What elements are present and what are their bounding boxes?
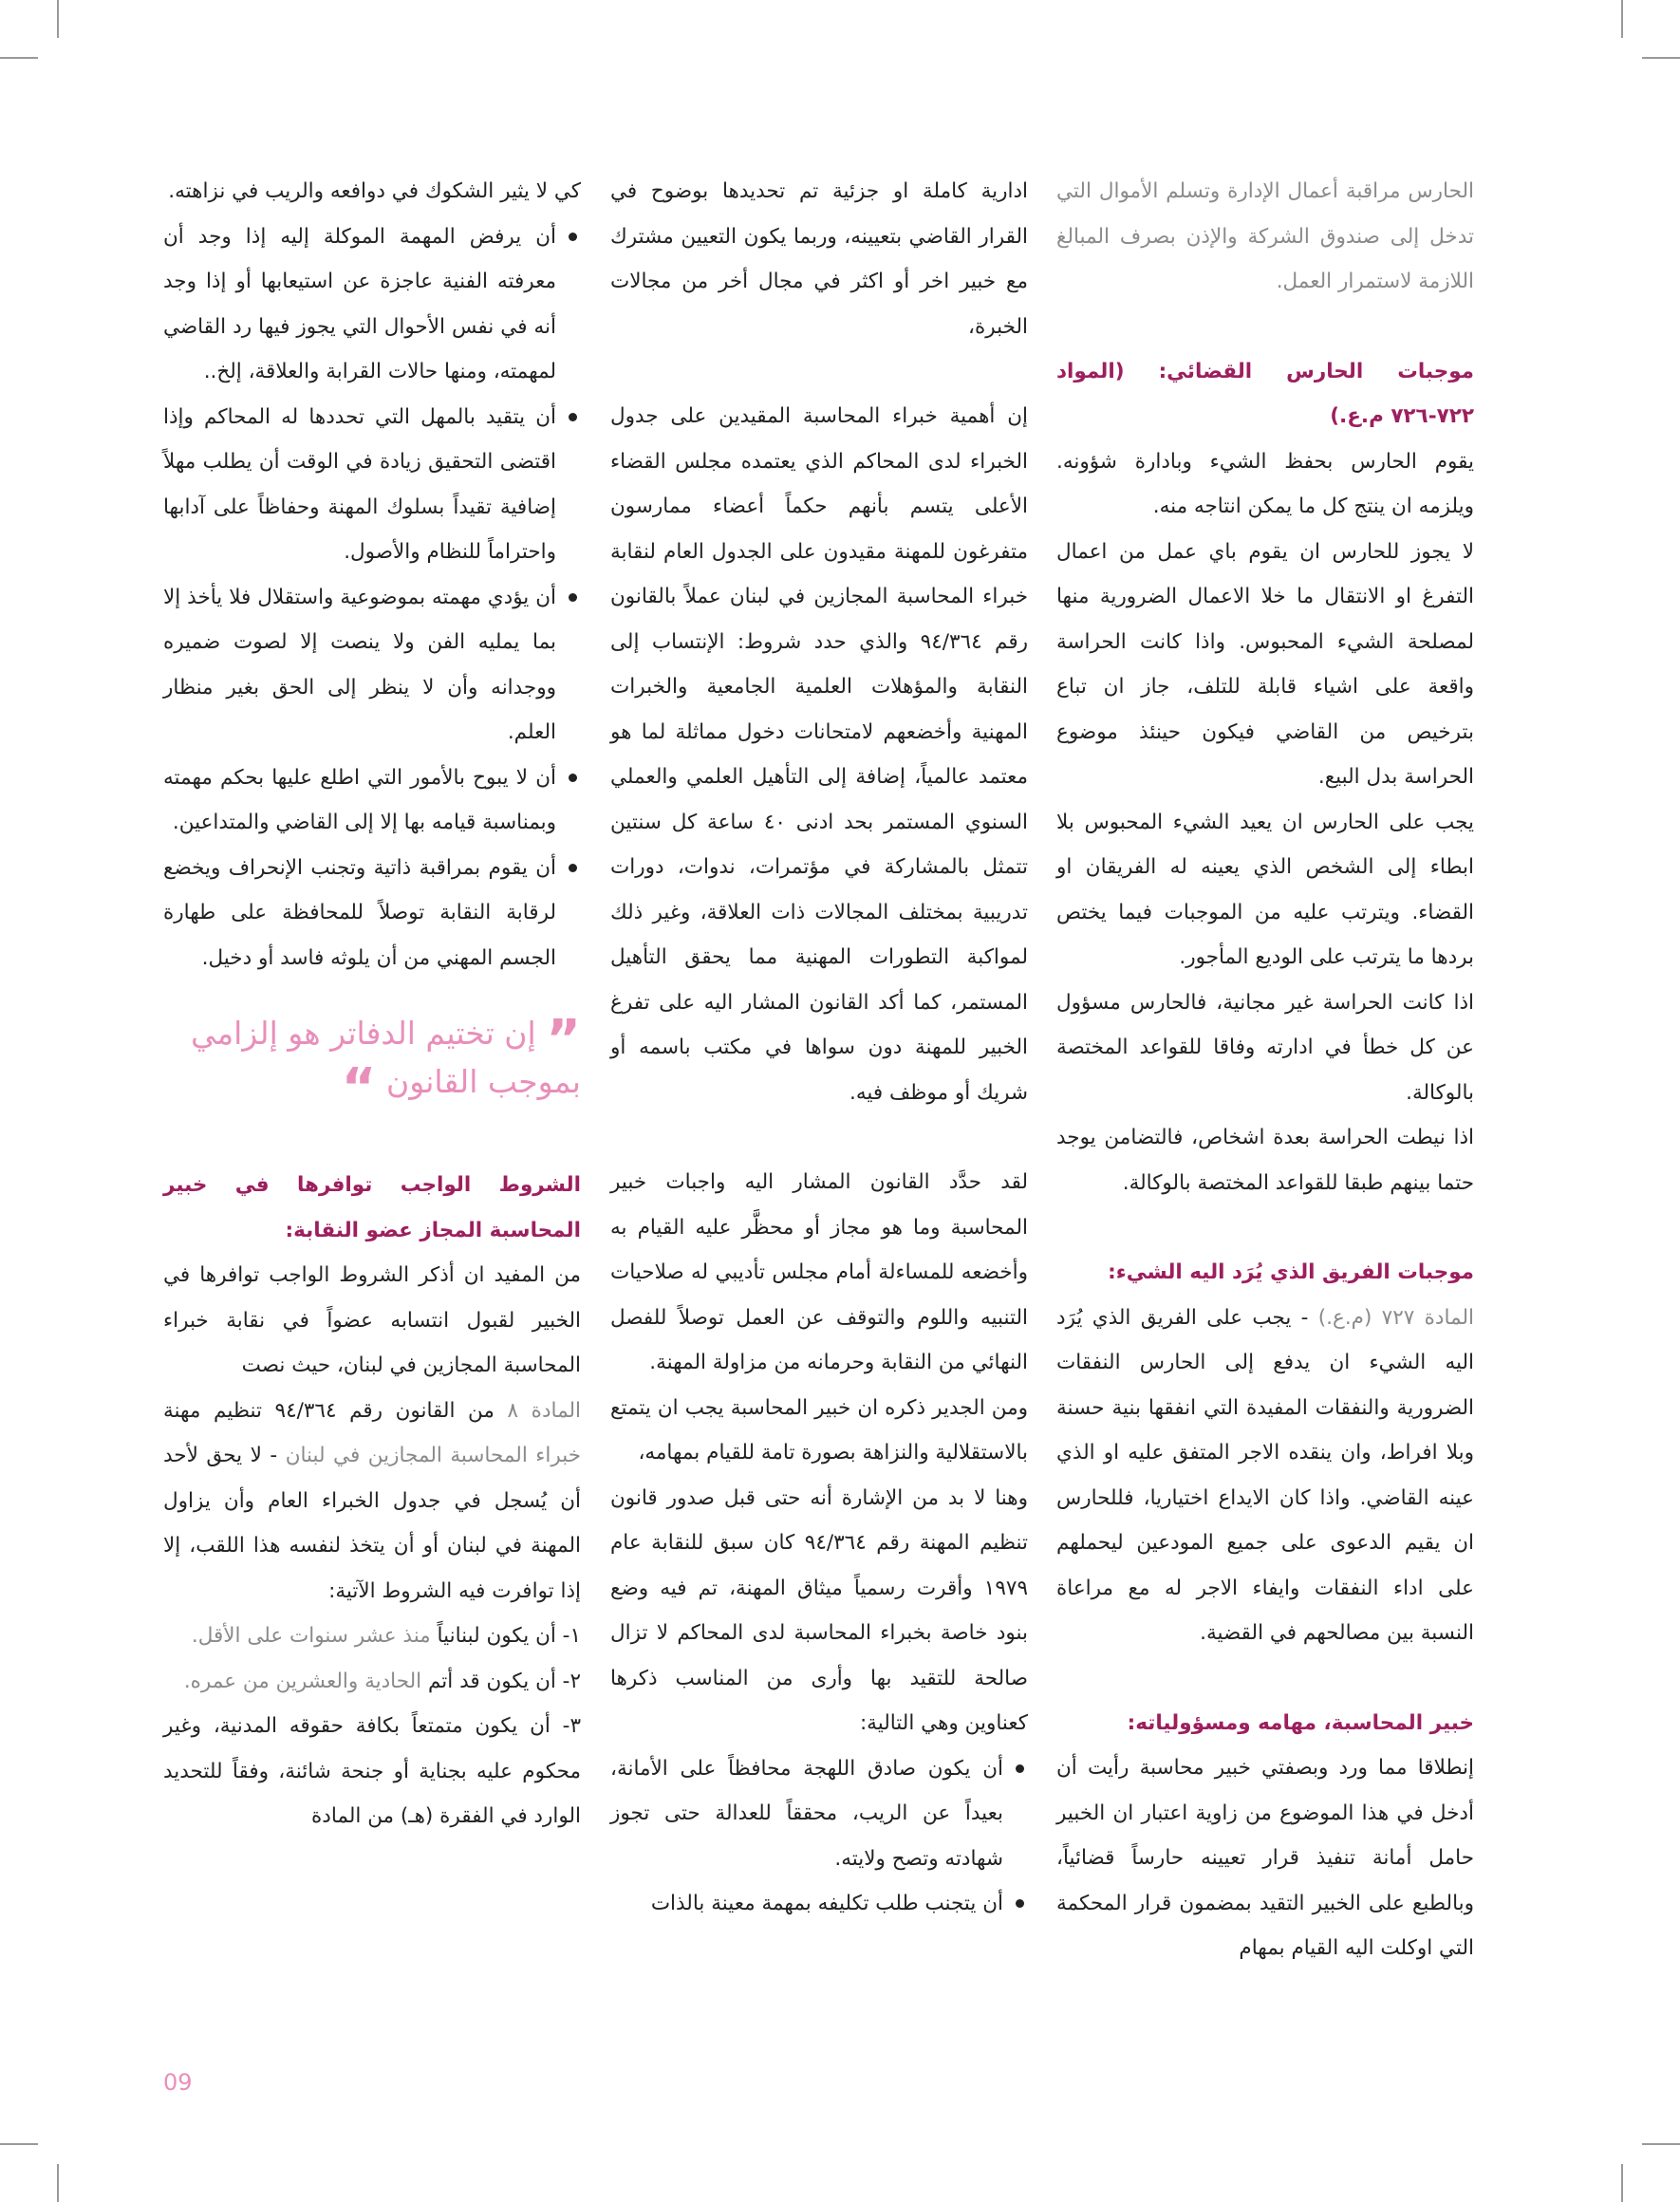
paragraph-text: - يجب على الفريق الذي يُرَد اليه الشيء ان يدفع إلى الحارس النفقات الضرورية والنفقات المفيدة التي انفقها بنية حسنة وبلا افراط، وان ينقده الاجر المتفق عليه او الذي عينه القاضي. واذا كان الايداع اختياريا، فللحارس ان يقيم الدعوى على جميع المودعين ليحملهم على اداء النفقات وايفاء الاجر له مع مراعاة النسبة بين مصالحهم في القضية. bbox=[1056, 1305, 1474, 1645]
page-number: 09 bbox=[163, 2069, 193, 2096]
article-reference: المادة ٨ bbox=[507, 1398, 582, 1423]
condition-item bbox=[163, 1614, 581, 1659]
list-item: أن لا يبوح بالأمور التي اطلع عليها بحكم مهمته وبمناسبة قيامه بها إلا إلى القاضي والمتداعين. bbox=[163, 756, 581, 846]
paragraph-text: - لا يحق لأحد أن يُسجل في جدول الخبراء العام وأن يزاول المهنة في لبنان أو أن يتخذ لنفسه هذا اللقب، إلا إذا توافرت فيه الشروط الآتية: bbox=[163, 1444, 581, 1603]
crop-mark-tr-v bbox=[1621, 0, 1623, 38]
crop-mark-bl-v bbox=[57, 2164, 59, 2202]
paragraph: لقد حدَّد القانون المشار اليه واجبات خبير المحاسبة وما هو مجاز أو محظَّر عليه القيام به وأخضعه للمساءلة أمام مجلس تأديبي له صلاحيات التنبيه واللوم والتوقف عن العمل توصلاً للفصل النهائي من النقابة وحرمانه من مزاولة المهنة. bbox=[610, 1170, 1028, 1374]
condition-text: ١- أن يكون لبنانياً bbox=[437, 1624, 581, 1648]
condition-item: ٣- أن يكون متمتعاً بكافة حقوقه المدنية، وغير محكوم عليه بجناية أو جنحة شائنة، وفقاً للتحديد الوارد في الفقرة (هـ) من المادة bbox=[163, 1714, 581, 1828]
paragraph: الحارس مراقبة أعمال الإدارة وتسلم الأموال التي تدخل إلى صندوق الشركة والإذن بصرف المبالغ اللازمة لاستمرار العمل. bbox=[1056, 179, 1474, 293]
paragraph: من المفيد ان أذكر الشروط الواجب توافرها في الخبير لقبول انتسابه عضواً في نقابة خبراء المحاسبة المجازين في لبنان، حيث نصت bbox=[163, 1263, 581, 1377]
pull-quote bbox=[163, 1009, 581, 1119]
paragraph: اذا نيطت الحراسة بعدة اشخاص، فالتضامن يوجد حتما بينهم طبقا للقواعد المختصة بالوكالة. bbox=[1056, 1126, 1474, 1195]
law-title-reference: خبراء المحاسبة المجازين في لبنان bbox=[285, 1444, 582, 1467]
paragraph: يقوم الحارس بحفظ الشيء وبادارة شؤونه. ويلزمه ان ينتج كل ما يمكن انتاجه منه. bbox=[1056, 449, 1474, 518]
crop-mark-tl-v bbox=[57, 0, 59, 38]
crop-mark-br-v bbox=[1621, 2164, 1623, 2202]
paragraph: إن أهمية خبراء المحاسبة المقيدين على جدول الخبراء لدى المحاكم الذي يعتمده مجلس القضاء الأعلى يتسم بأنهم حكماً أعضاء ممارسون متفرغون للمهنة مقيدون على الجدول العام لنقابة خبراء المحاسبة المجازين في لبنان عملاً بالقانون رقم ٩٤/٣٦٤ والذي حدد شروط: الإنتساب إلى النقابة والمؤهلات العلمية الجامعية والخبرات المهنية وأخضعهم لامتحانات دخول مماثلة لما هو معتمد عالمياً، إضافة إلى التأهيل العلمي والعملي السنوي المستمر بحد ادنى ٤٠ ساعة كل سنتين تتمثل بالمشاركة في مؤتمرات، ندوات، دورات تدريبية بمختلف المجالات ذات العلاقة، وغير ذلك لمواكبة التطورات المهنية مما يحقق التأهيل المستمر، كما أكد القانون المشار اليه على تفرغ الخبير للمهنة دون سواها في مكتب باسمه أو شريك أو موظف فيه. bbox=[610, 404, 1028, 1105]
condition-text-gray: الحادية والعشرين من عمره. bbox=[183, 1669, 422, 1693]
condition-text-gray: منذ عشر سنوات على الأقل. bbox=[191, 1624, 431, 1648]
crop-mark-tl-h bbox=[0, 57, 38, 59]
right-column bbox=[1056, 169, 1474, 1971]
paragraph: اذا كانت الحراسة غير مجانية، فالحارس مسؤول عن كل خطأ في ادارته وفاقا للقواعد المختصة بالوكالة. bbox=[1056, 990, 1474, 1105]
crop-mark-tr-h bbox=[1642, 57, 1680, 59]
list-item: أن يتقيد بالمهل التي تحددها له المحاكم وإذا اقتضى التحقيق زيادة في الوقت أن يطلب مهلاً إضافية تقيداً بسلوك المهنة وحفاظاً على آدابها واحتراماً للنظام والأصول. bbox=[163, 395, 581, 575]
crop-mark-bl-h bbox=[0, 2143, 38, 2145]
list-item: أن يقوم بمراقبة ذاتية وتجنب الإنحراف ويخضع لرقابة النقابة توصلاً للمحافظة على طهارة الجسم المهني من أن يلوثه فاسد أو دخيل. bbox=[163, 846, 581, 981]
list-item: أن يكون صادق اللهجة محافظاً على الأمانة، بعيداً عن الريب، محققاً للعدالة حتى تجوز شهادته وتصح ولايته. bbox=[610, 1746, 1028, 1882]
bullet-list bbox=[610, 1746, 1028, 1927]
middle-column bbox=[610, 169, 1028, 1927]
section-heading: الشروط الواجب توافرها في خبير المحاسبة المجاز عضو النقابة: bbox=[163, 1173, 581, 1242]
section-heading: موجبات الحارس القضائي: (المواد ٧٢٢-٧٢٦ م.ع.) bbox=[1056, 359, 1474, 428]
list-item: أن يرفض المهمة الموكلة إليه إذا وجد أن معرفته الفنية عاجزة عن استيعابها أو إذا وجد أنه في نفس الأحوال التي يجوز فيها رد القاضي لمهمته، ومنها حالات القرابة والعلاقة، إلخ.. bbox=[163, 215, 581, 395]
paragraph: ومن الجدير ذكره ان خبير المحاسبة يجب ان يتمتع بالاستقلالية والنزاهة بصورة تامة للقيام بمهامه، bbox=[610, 1395, 1028, 1465]
article-reference: المادة ٧٢٧ (م.ع.) bbox=[1317, 1305, 1474, 1330]
paragraph: وهنا لا بد من الإشارة أنه حتى قبل صدور قانون تنظيم المهنة رقم ٩٤/٣٦٤ كان سبق للنقابة عام ١٩٧٩ وأقرت رسمياً ميثاق المهنة، تم فيه وضع بنود خاصة بخبراء المحاسبة لدى المحاكم لا تزال صالحة للتقيد بها وأرى من المناسب ذكرها كعناوين وهي التالية: bbox=[610, 1485, 1028, 1735]
paragraph: لا يجوز للحارس ان يقوم باي عمل من اعمال التفرغ او الانتقال ما خلا الاعمال الضرورية منها لمصلحة الشيء المحبوس. واذا كانت الحراسة واقعة على اشياء قابلة للتلف، جاز ان تباع بترخيص من القاضي فيكون حينئذ موضوع الحراسة بدل البيع. bbox=[1056, 539, 1474, 789]
pull-quote-text: إن تختيم الدفاتر هو إلزامي بموجب القانون bbox=[190, 1015, 581, 1100]
paragraph: كي لا يثير الشكوك في دوافعه والريب في نزاهته. bbox=[168, 179, 581, 203]
list-item: أن يتجنب طلب تكليفه بمهمة معينة بالذات bbox=[610, 1881, 1028, 1927]
bullet-list bbox=[163, 215, 581, 981]
left-column bbox=[163, 169, 581, 1839]
paragraph: يجب على الحارس ان يعيد الشيء المحبوس بلا ابطاء إلى الشخص الذي يعينه له الفريقان او القضاء. ويترتب عليه من الموجبات فيما يختص بردها ما يترتب على الوديع المأجور. bbox=[1056, 810, 1474, 969]
condition-item bbox=[163, 1659, 581, 1705]
paragraph: إنطلاقا مما ورد وبصفتي خبير محاسبة رأيت أن أدخل في هذا الموضوع من زاوية اعتبار ان الخبير حامل أمانة تنفيذ قرار تعيينه حارساً قضائياً، وبالطبع على الخبير التقيد بمضمون قرار المحكمة التي اوكلت اليه القيام بمهام bbox=[1056, 1756, 1474, 1960]
condition-text: ٢- أن يكون قد أتم bbox=[427, 1669, 581, 1693]
paragraph-text: من القانون رقم ٩٤/٣٦٤ تنظيم مهنة bbox=[163, 1398, 495, 1423]
quote-open-icon: ” bbox=[546, 1009, 581, 1071]
crop-mark-br-h bbox=[1642, 2143, 1680, 2145]
paragraph: ادارية كاملة او جزئية تم تحديدها بوضوح في القرار القاضي بتعيينه، وربما يكون التعيين مشترك مع خبير اخر أو اكثر في مجال أخر من مجالات الخبرة، bbox=[610, 179, 1028, 339]
paragraph bbox=[163, 1389, 581, 1614]
section-heading: خبير المحاسبة، مهامه ومسؤولياته: bbox=[1127, 1710, 1474, 1735]
section-heading: موجبات الفريق الذي يُرَد اليه الشيء: bbox=[1108, 1260, 1474, 1284]
list-item: أن يؤدي مهمته بموضوعية واستقلال فلا يأخذ إلا بما يمليه الفن ولا ينصت إلا لصوت ضميره ووجدانه وأن لا ينظر إلى الحق بغير منظار العلم. bbox=[163, 575, 581, 756]
quote-close-icon: “ bbox=[341, 1057, 377, 1119]
paragraph bbox=[1056, 1296, 1474, 1656]
